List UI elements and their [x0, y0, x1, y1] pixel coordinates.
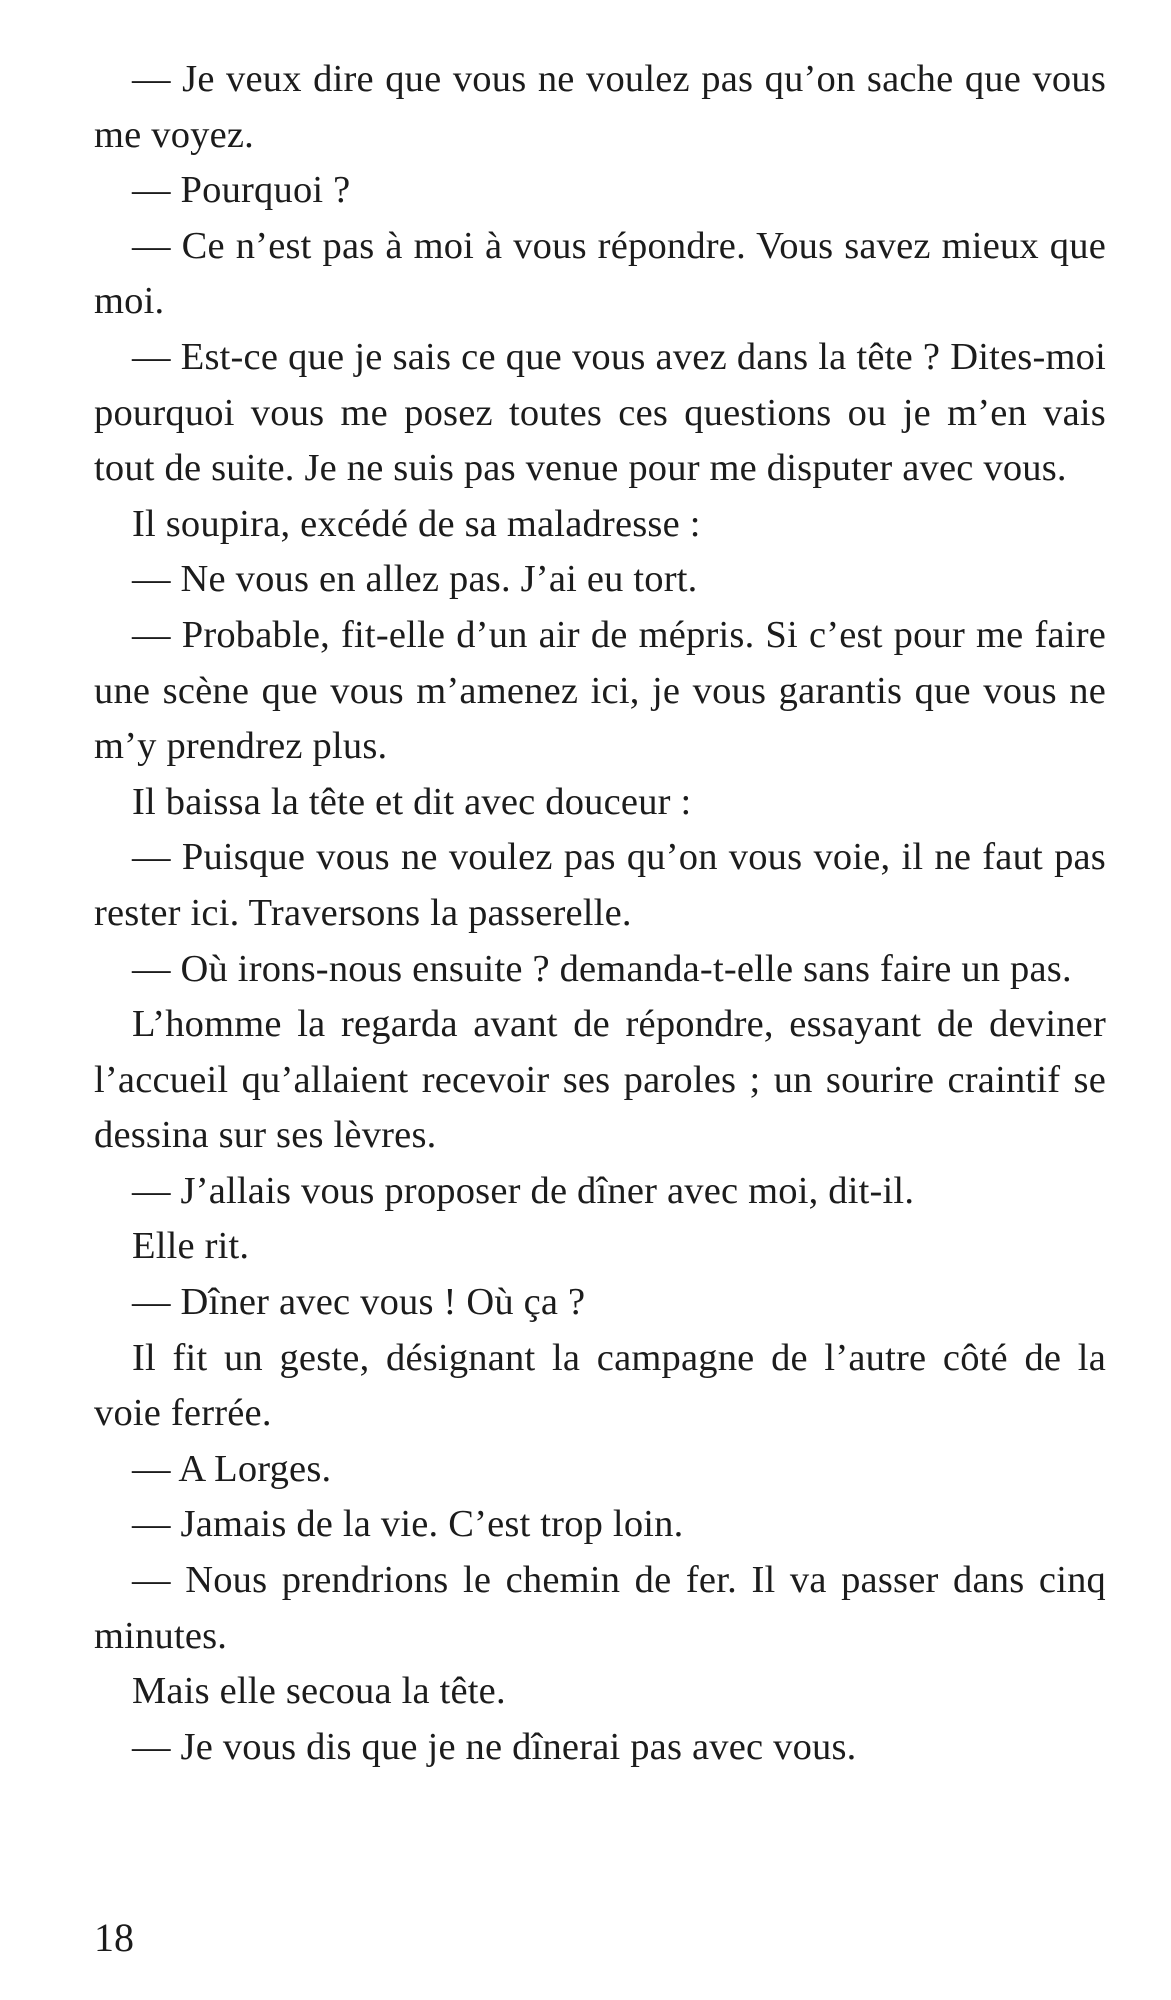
paragraph: — Je veux dire que vous ne voulez pas qu’on sache que vous me voyez.: [94, 58, 1106, 156]
paragraph: Il baissa la tête et dit avec douceur :: [132, 780, 692, 823]
paragraph: — Probable, fit-elle d’un air de mépris. Si c’est pour me faire une scène que vous m’amenez ici, je vous garantis que vous ne m’y prendrez plus.: [94, 613, 1106, 768]
paragraph: — Où irons-nous ensuite ? demanda-t-elle sans faire un pas.: [132, 947, 1072, 990]
paragraph: Elle rit.: [132, 1225, 250, 1268]
paragraph: Il fit un geste, désignant la campagne de l’autre côté de la voie ferrée.: [94, 1336, 1106, 1435]
book-page: [94, 52, 1106, 1775]
paragraph: L’homme la regarda avant de répondre, essayant de deviner l’accueil qu’allaient recevoir ses paroles ; un sourire craintif se dessina sur ses lèvres.: [94, 1003, 1106, 1157]
page-body-text: [94, 52, 1106, 1775]
paragraph: — Je vous dis que je ne dînerai pas avec vous.: [132, 1725, 857, 1768]
paragraph: — Ce n’est pas à moi à vous répondre. Vous savez mieux que moi.: [94, 224, 1106, 323]
paragraph: — A Lorges.: [132, 1447, 332, 1490]
paragraph: — J’allais vous proposer de dîner avec moi, dit-il.: [132, 1169, 915, 1212]
paragraph: — Puisque vous ne voulez pas qu’on vous voie, il ne faut pas rester ici. Traversons la passerelle.: [94, 836, 1106, 934]
paragraph: — Dîner avec vous ! Où ça ?: [132, 1281, 586, 1324]
paragraph: Mais elle secoua la tête.: [132, 1670, 506, 1713]
paragraph: — Nous prendrions le chemin de fer. Il va passer dans cinq minutes.: [94, 1559, 1106, 1657]
paragraph: — Jamais de la vie. C’est trop loin.: [132, 1503, 684, 1546]
paragraph: — Ne vous en allez pas. J’ai eu tort.: [132, 558, 698, 601]
paragraph: Il soupira, excédé de sa maladresse :: [132, 502, 701, 545]
paragraph: — Est-ce que je sais ce que vous avez dans la tête ? Dites-moi pourquoi vous me posez toutes ces questions ou je m’en vais tout de suite. Je ne suis pas venue pour me disputer avec vous.: [94, 335, 1106, 490]
paragraph: — Pourquoi ?: [132, 169, 351, 212]
page-number: 18: [94, 1915, 134, 1960]
